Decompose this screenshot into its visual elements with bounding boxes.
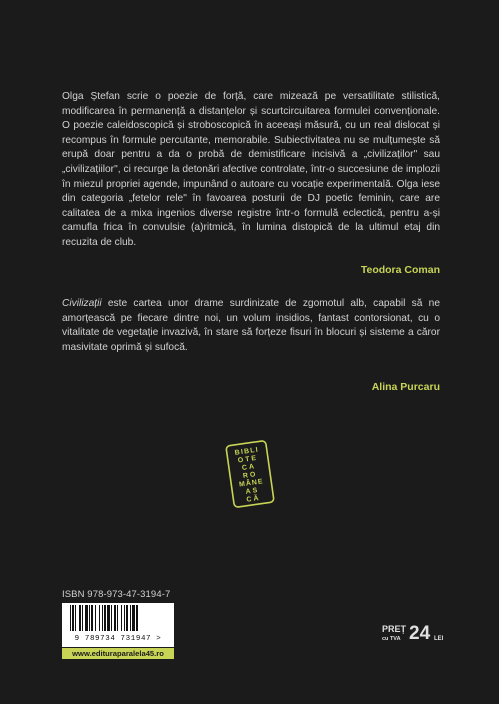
price-vat-label: cu TVA (382, 636, 401, 642)
review-text-1: Olga Ștefan scrie o poezie de forță, care mizează pe versatilitate stilistică, modificarea în permanență a distanțelor și scurtcircuitarea formulei convenționale. O poezie caleidoscopică și stroboscopică în aceeași măsură, cu un real dislocat și recompus în formule percutante, memorabile. Subiectivitatea nu se mulțumește să erupă doar pentru a da o probă de demistificare incisivă a „civilizaților" sau „civilizațiilor", ci recurge la detonări afective controlate, într-o succesiune de implozii în miezul propriei agende, impunând o autoare cu vocație experimentală. Olga iese din categoria „fetelor rele" în favoarea posturii de DJ poetic feminin, care are calitatea de a mixa ingenios diverse registre într-o formulă eclectică, pentru a-și camufla frica în convulsie (a)ritmică, în lumina distopică de la ultimul etaj din recuzita de club. (62, 91, 440, 248)
price-value: 24 (409, 623, 431, 644)
review-paragraph-2 (62, 297, 440, 355)
barcode-digits: 9 789734 731947 > (62, 633, 174, 645)
review-text-2: este cartea unor drame surdinizate de zgomotul alb, capabil să ne amorțească pe fiecare dintre noi, un volum insidios, fantast contorsionat, cu o vitalitate de vegetație invazivă, în stare să forțeze fisuri în blocuri și sisteme a căror masivitate oprimă și sufocă. (62, 298, 440, 353)
publisher-url[interactable]: www.edituraparalela45.ro (62, 648, 174, 659)
book-title-word: Civilizații (62, 298, 102, 309)
svg-text:RO: RO (242, 471, 258, 480)
bibliotheca-romaneasca-logo (222, 437, 278, 511)
review-author-1: Teodora Coman (360, 264, 440, 276)
svg-text:AS: AS (245, 486, 260, 496)
svg-text:MÂNE: MÂNE (238, 478, 265, 489)
svg-text:CA: CA (241, 463, 257, 473)
price-label: PREȚ (382, 624, 407, 634)
svg-text:BIBLI: BIBLI (234, 446, 260, 457)
isbn-label: ISBN 978-973-47-3194-7 (62, 589, 171, 600)
svg-text:CĂ: CĂ (246, 494, 262, 504)
barcode-bars-icon (62, 603, 174, 633)
review-paragraph-1 (62, 90, 440, 251)
price-currency: LEI (434, 636, 444, 642)
svg-text:OTE: OTE (237, 454, 259, 465)
logo-seal-icon (222, 437, 278, 511)
review-author-2: Alina Purcaru (371, 381, 440, 393)
